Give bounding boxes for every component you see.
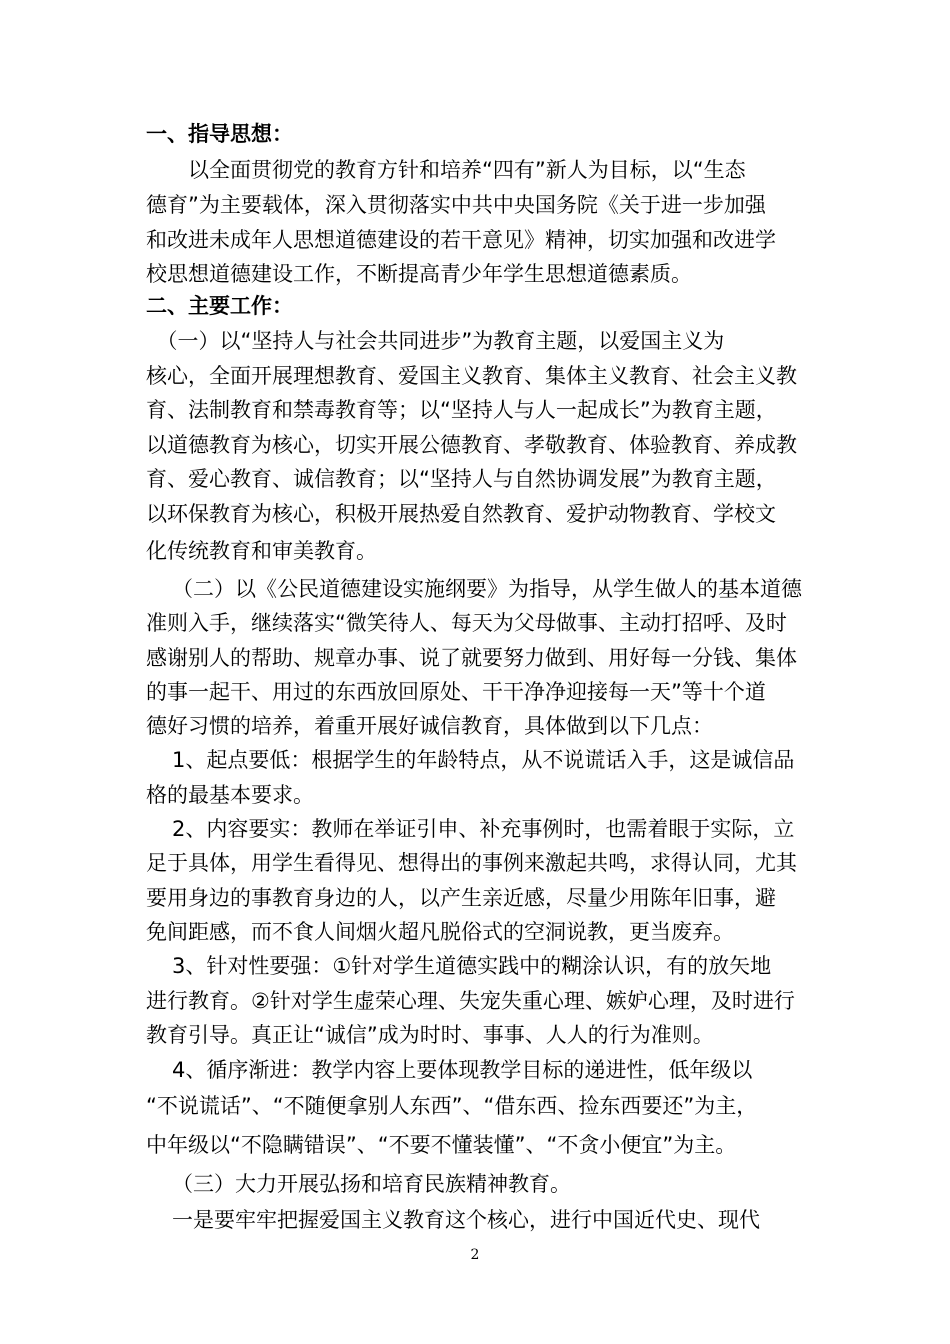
text-line: 中年级以“不隐瞒错误”、“不要不懂装懂”、“不贪小便宜”为主。 xyxy=(146,1133,737,1157)
text-line: 的事一起干、用过的东西放回原处、干干净净迎接每一天”等十个道 xyxy=(146,680,766,704)
text-line: （一）以“坚持人与社会共同进步”为教育主题，以爱国主义为 xyxy=(146,329,725,353)
heading-main-work: 二、主要工作： xyxy=(146,294,293,318)
text-line: 3、针对性要强：①针对学生道德实践中的糊涂认识，有的放矢地 xyxy=(172,954,772,978)
text-line: 4、循序渐进：教学内容上要体现教学目标的递进性，低年级以 xyxy=(172,1058,753,1082)
text-line: 德育”为主要载体，深入贯彻落实中共中央国务院《关于进一步加强 xyxy=(146,193,766,217)
text-line: 教育引导。真正让“诚信”成为时时、事事、人人的行为准则。 xyxy=(146,1023,714,1047)
text-line: （二）以《公民道德建设实施纲要》为指导，从学生做人的基本道德 xyxy=(172,577,802,601)
text-line: 准则入手，继续落实“微笑待人、每天为父母做事、主动打招呼、及时 xyxy=(146,611,787,635)
text-line: 和改进未成年人思想道德建设的若干意见》精神，切实加强和改进学 xyxy=(146,228,776,252)
text-line: 核心，全面开展理想教育、爱国主义教育、集体主义教育、社会主义教 xyxy=(146,364,797,388)
text-line: 育、爱心教育、诚信教育；以“坚持人与自然协调发展”为教育主题， xyxy=(146,467,777,491)
text-line: 免间距感，而不食人间烟火超凡脱俗式的空洞说教，更当废弃。 xyxy=(146,920,734,944)
text-line: 进行教育。②针对学生虚荣心理、失宠失重心理、嫉妒心理，及时进行 xyxy=(146,989,795,1013)
text-line: 德好习惯的培养，着重开展好诚信教育，具体做到以下几点： xyxy=(146,714,713,738)
text-line: 化传统教育和审美教育。 xyxy=(146,539,377,563)
text-line: 要用身边的事教育身边的人，以产生亲近感，尽量少用陈年旧事，避 xyxy=(146,886,776,910)
text-line: 足于具体，用学生看得见、想得出的事例来激起共鸣，求得认同，尤其 xyxy=(146,851,797,875)
page-number: 2 xyxy=(470,1247,480,1263)
text-line: 1、起点要低：根据学生的年龄特点，从不说谎话入手，这是诚信品 xyxy=(172,748,795,772)
text-line: 感谢别人的帮助、规章办事、说了就要努力做到、用好每一分钱、集体 xyxy=(146,646,797,670)
text-line: 育、法制教育和禁毒教育等；以“坚持人与人一起成长”为教育主题， xyxy=(146,398,777,422)
text-line: 一是要牢牢把握爱国主义教育这个核心，进行中国近代史、现代 xyxy=(172,1208,760,1232)
text-line: 以环保教育为核心，积极开展热爱自然教育、爱护动物教育、学校文 xyxy=(146,502,776,526)
text-line: 校思想道德建设工作，不断提高青少年学生思想道德素质。 xyxy=(146,262,692,286)
text-line: “不说谎话”、“不随便拿别人东西”、“借东西、捡东西要还”为主， xyxy=(146,1094,758,1118)
text-line: 以全面贯彻党的教育方针和培养“四有”新人为目标，以“生态 xyxy=(146,158,746,182)
text-line: 以道德教育为核心，切实开展公德教育、孝敬教育、体验教育、养成教 xyxy=(146,433,797,457)
heading-guiding-ideology: 一、指导思想： xyxy=(146,122,293,146)
text-line: （三）大力开展弘扬和培育民族精神教育。 xyxy=(172,1172,571,1196)
text-line: 格的最基本要求。 xyxy=(146,783,314,807)
text-line: 2、内容要实：教师在举证引申、补充事例时，也需着眼于实际，立 xyxy=(172,817,795,841)
